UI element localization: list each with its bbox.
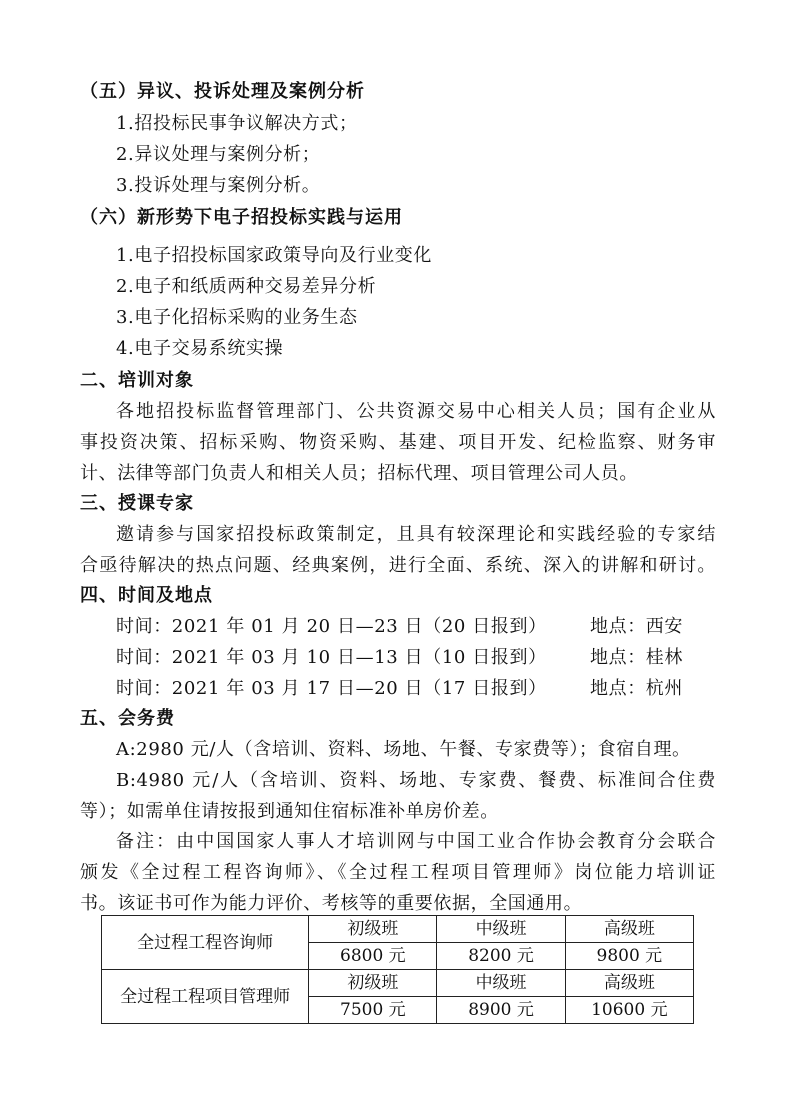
level-cell: 高级班 bbox=[565, 970, 693, 997]
price-cell: 9800 元 bbox=[565, 943, 693, 970]
level-cell: 高级班 bbox=[565, 916, 693, 943]
fees-note: 备注：由中国国家人事人才培训网与中国工业合作协会教育分会联合 bbox=[116, 831, 716, 852]
section6-heading: （六）新形势下电子招投标实践与运用 bbox=[80, 207, 403, 228]
section5-item: 2.异议处理与案例分析； bbox=[116, 144, 321, 165]
price-cell: 8900 元 bbox=[437, 997, 565, 1024]
schedule-heading: 四、时间及地点 bbox=[80, 585, 213, 606]
price-cell: 8200 元 bbox=[437, 943, 565, 970]
section6-item: 3.电子化招标采购的业务生态 bbox=[116, 307, 358, 328]
fees-text: B:4980 元/人（含培训、资料、场地、专家费、餐费、标准间合住费 bbox=[116, 770, 716, 791]
schedule-place: 地点：西安 bbox=[590, 616, 683, 637]
experts-text: 邀请参与国家招投标政策制定，且具有较深理论和实践经验的专家结 bbox=[116, 524, 716, 545]
training-target-text: 计、法律等部门负责人和相关人员；招标代理、项目管理公司人员。 bbox=[80, 463, 638, 484]
section5-heading: （五）异议、投诉处理及案例分析 bbox=[80, 81, 365, 102]
course-name: 全过程工程项目管理师 bbox=[102, 970, 309, 1024]
experts-heading: 三、授课专家 bbox=[80, 493, 194, 514]
course-name: 全过程工程咨询师 bbox=[102, 916, 309, 970]
schedule-time: 时间：2021 年 01 月 20 日—23 日（20 日报到） bbox=[116, 616, 547, 637]
table-row bbox=[102, 916, 694, 943]
training-target-text: 各地招投标监督管理部门、公共资源交易中心相关人员；国有企业从 bbox=[116, 401, 716, 422]
experts-text: 合亟待解决的热点问题、经典案例，进行全面、系统、深入的讲解和研讨。 bbox=[80, 555, 716, 576]
schedule-place: 地点：桂林 bbox=[590, 647, 683, 668]
schedule-time: 时间：2021 年 03 月 17 日—20 日（17 日报到） bbox=[116, 678, 547, 699]
training-target-heading: 二、培训对象 bbox=[80, 370, 194, 391]
schedule-place: 地点：杭州 bbox=[590, 678, 683, 699]
table-row bbox=[102, 970, 694, 997]
schedule-time: 时间：2021 年 03 月 10 日—13 日（10 日报到） bbox=[116, 647, 547, 668]
section6-item: 1.电子招投标国家政策导向及行业变化 bbox=[116, 245, 432, 266]
section5-item: 3.投诉处理与案例分析。 bbox=[116, 175, 321, 196]
level-cell: 初级班 bbox=[309, 916, 437, 943]
section5-item: 1.招投标民事争议解决方式； bbox=[116, 113, 358, 134]
fees-heading: 五、会务费 bbox=[80, 708, 175, 729]
training-target-text: 事投资决策、招标采购、物资采购、基建、项目开发、纪检监察、财务审 bbox=[80, 432, 716, 453]
level-cell: 中级班 bbox=[437, 970, 565, 997]
level-cell: 中级班 bbox=[437, 916, 565, 943]
fees-note: 颁发《全过程工程咨询师》、《全过程工程项目管理师》岗位能力培训证 bbox=[80, 862, 716, 883]
section6-item: 4.电子交易系统实操 bbox=[116, 338, 284, 359]
price-cell: 10600 元 bbox=[565, 997, 693, 1024]
fees-note: 书。该证书可作为能力评价、考核等的重要依据，全国通用。 bbox=[80, 893, 583, 914]
price-cell: 7500 元 bbox=[309, 997, 437, 1024]
level-cell: 初级班 bbox=[309, 970, 437, 997]
price-cell: 6800 元 bbox=[309, 943, 437, 970]
section6-item: 2.电子和纸质两种交易差异分析 bbox=[116, 276, 377, 297]
fees-text: 等）；如需单住请按报到通知住宿标准补单房价差。 bbox=[80, 801, 499, 822]
fee-table bbox=[101, 915, 694, 1024]
fees-text: A:2980 元/人（含培训、资料、场地、午餐、专家费等）；食宿自理。 bbox=[116, 739, 691, 760]
